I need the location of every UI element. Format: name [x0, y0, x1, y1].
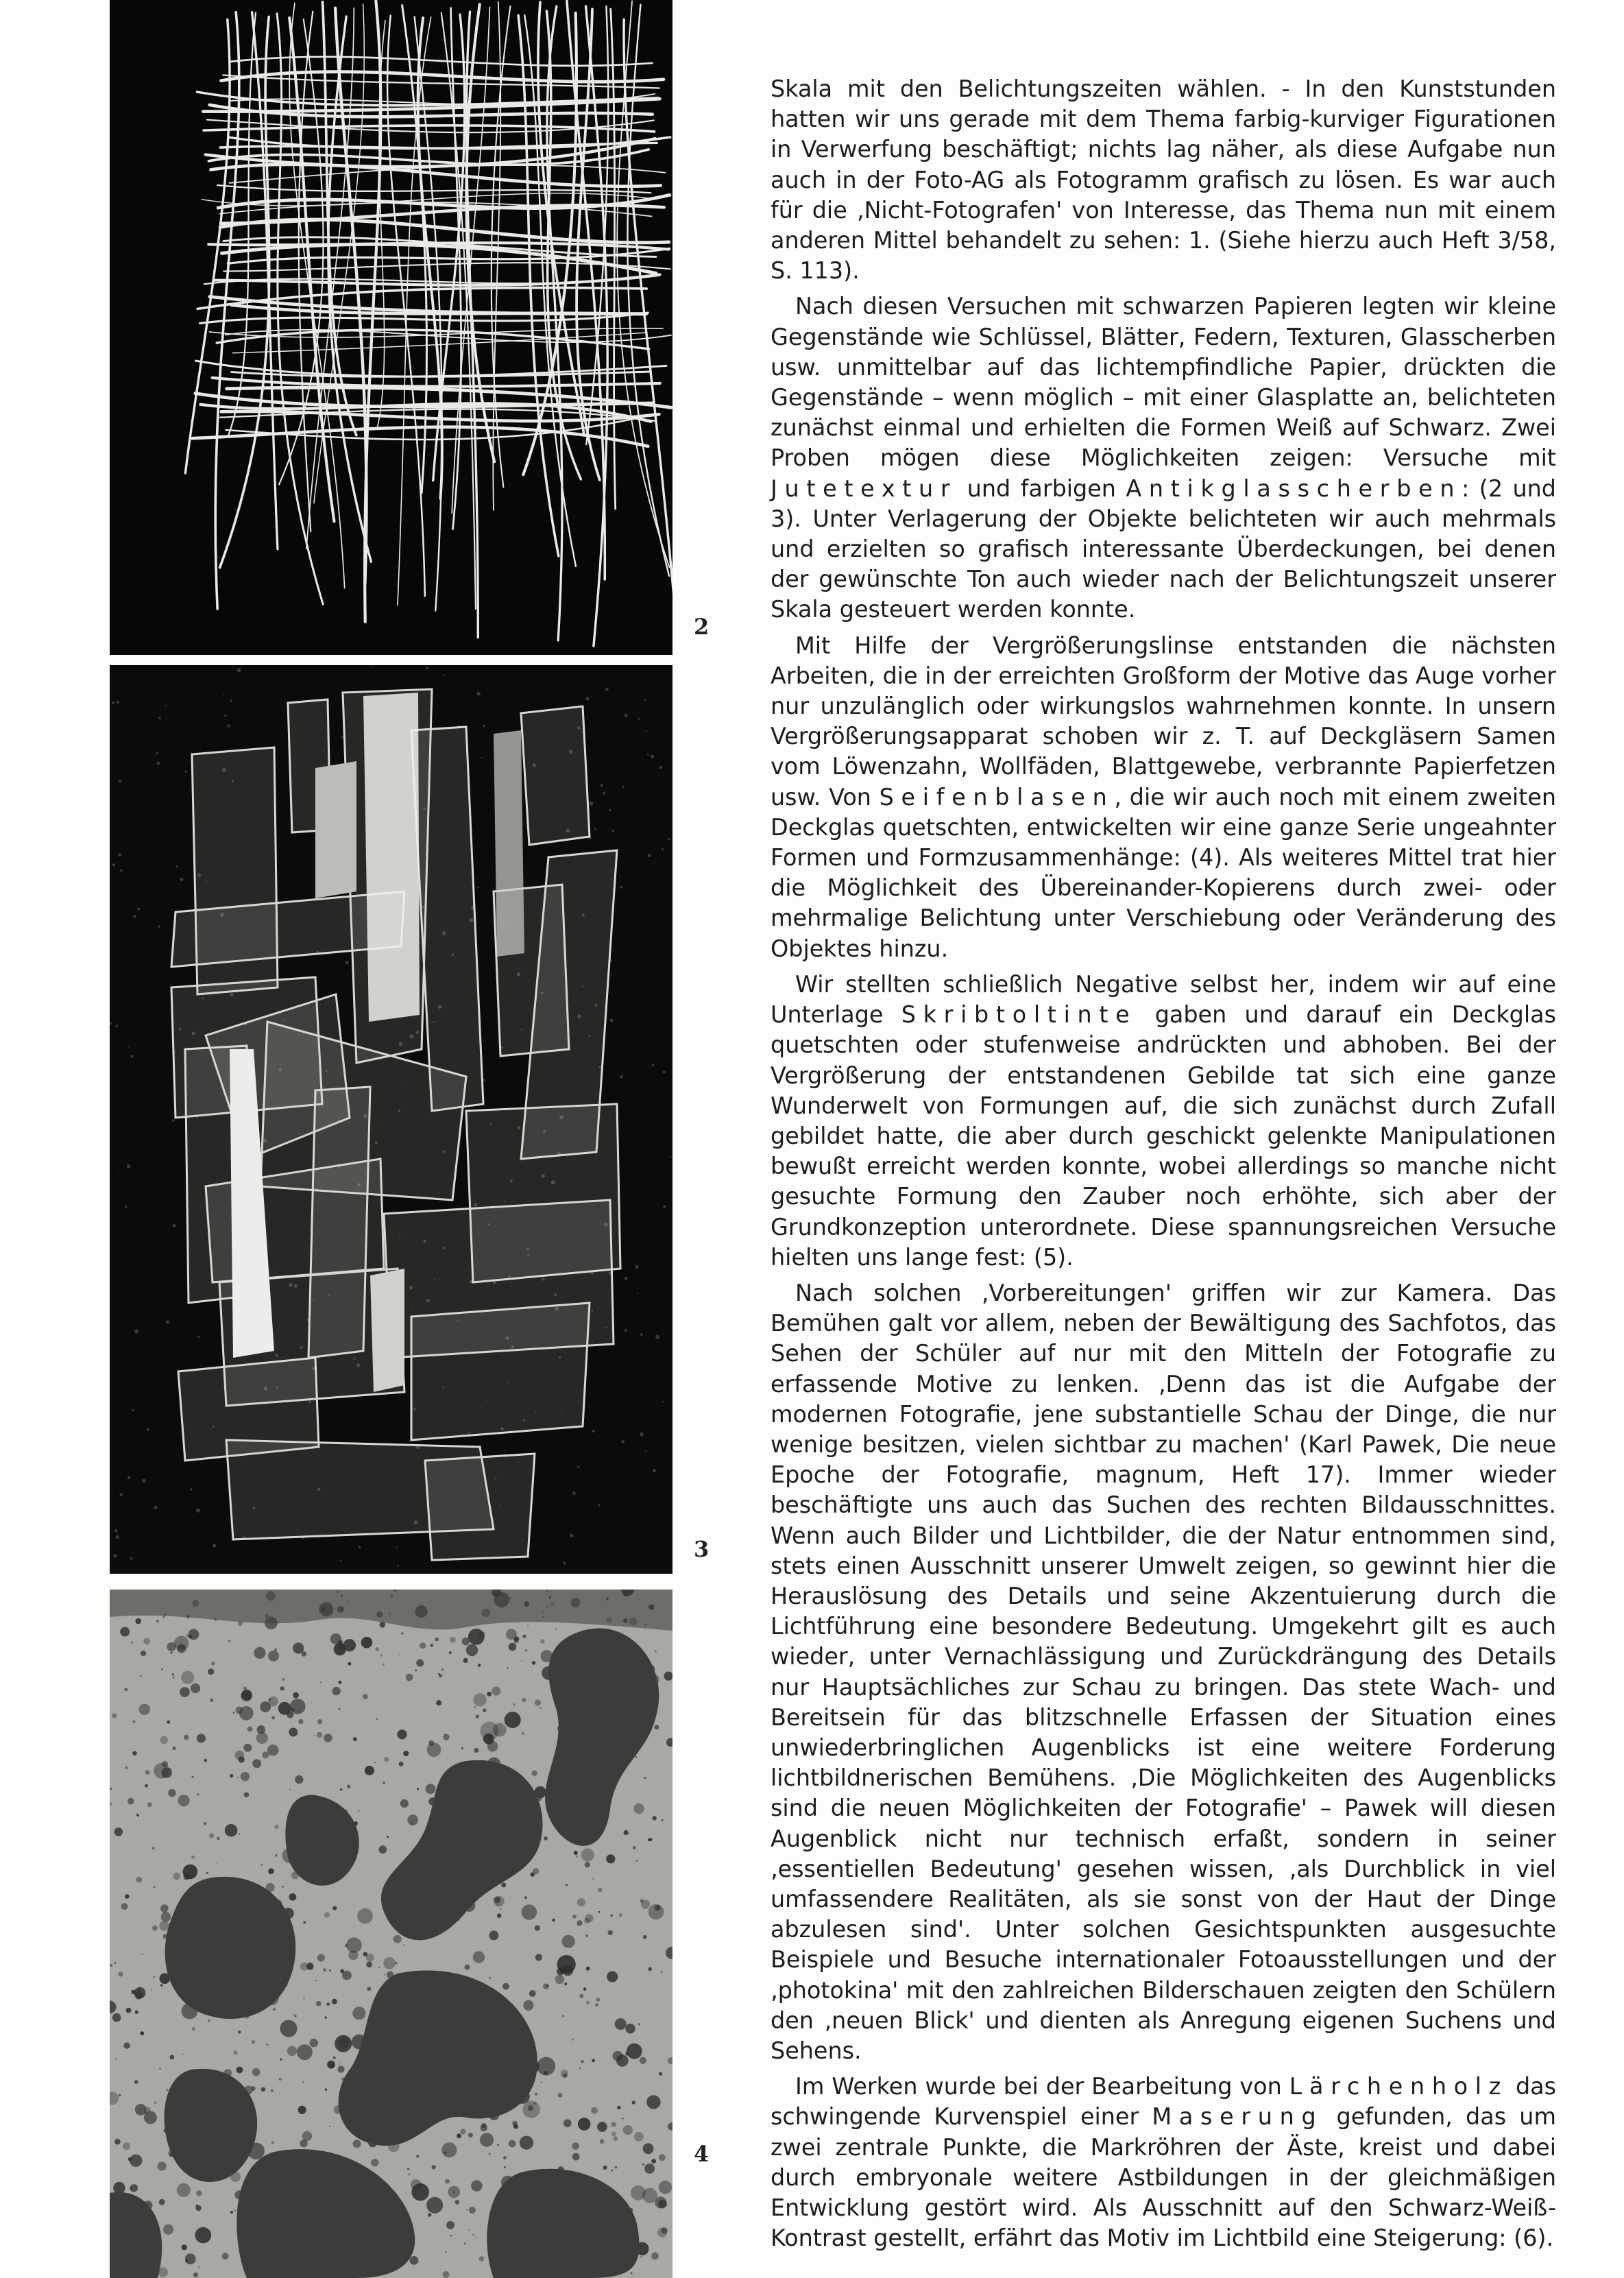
jute-photogram-image [110, 0, 672, 655]
soap-bubbles-image [110, 1590, 672, 2278]
paragraph-5-text: Nach solchen ‚Vorbereitungen' griffen wir zur Kamera. Das Bemühen galt vor allem, neben der Bewältigung des Sachfotos, das Sehen der Schüler auf nur mit den Mitteln der Fotografie zu erfassende Motive zu lenken. ‚Denn das ist die Aufgabe der modernen Fotografie, jene substantielle Schau der Dinge, die nur wenige besitzen, vielen sichtbar zu machen' (Karl Pawek, Die neue Epoche der Fotografie, magnum, Heft 17). Immer wieder beschäftigte uns auch das Suchen des rechten Bildausschnittes. Wenn auch Bilder und Lichtbilder, die der Natur entnommen sind, stets einen Ausschnitt unserer Umwelt zeigen, so gewinnt hier die Herauslösung des Details und seine Akzentuierung durch die Lichtführung eine besondere Bedeutung. Umgekehrt gilt es auch wieder, unter Vernachlässigung und Zurückdrängung des Details nur Hauptsächliches zur Schau zu bringen. Das stete Wach- und Bereitsein für das blitzschnelle Erfassen der Situation eines unwiederbringlichen Augenblicks ist eine weitere Forderung lichtbildnerischen Bemühens. ‚Die Möglichkeiten des Augenblicks sind die neuen Möglichkeiten der Fotografie' – Pawek will diesen Augenblick nicht nur technisch erfaßt, sondern in seiner ‚essentiellen Bedeutung' gesehen wissen, ‚als Durchblick in viel umfassendere Realitäten, als sie sonst von der Haut der Dinge abzulesen sind'. Unter solchen Gesichtspunkten ausgesuchte Beispiele und Besuche internationaler Fotoausstellungen und der ‚photokina' mit den zahlreichen Bilderschauen zeigten den Schülern den ‚neuen Blick' und dienten als Anregung eigenen Suchens und Sehens. [771, 1279, 1556, 2064]
article-text-column [771, 74, 1556, 2259]
spaced-term-laerchenholz: Lärchenholz [1289, 2073, 1508, 2100]
paragraph-4 [771, 970, 1556, 1273]
figure-number-3: 3 [694, 1536, 710, 1562]
photo-glass-shards [110, 665, 672, 1574]
figure-number-4: 4 [694, 2141, 710, 2167]
paragraph-1-text: Skala mit den Belichtungszeiten wählen. - In den Kunststunden hatten wir uns gerade mit dem Thema farbig-kurviger Figurationen in Verwerfung beschäftigt; nichts lag näher, als diese Aufgabe nun auch in der Foto-AG als Fotogramm grafisch zu lösen. Es war auch für die ‚Nicht-Fotografen' von Interesse, das Thema nun mit einem anderen Mittel behandelt zu sehen: 1. (Siehe hierzu auch Heft 3/58, S. 113). [771, 75, 1556, 285]
paragraph-4-text-a: Wir stellten schließlich Negative selbst her, indem wir auf eine Unterlage [771, 970, 1556, 1029]
paragraph-2-text-c: : (2 und 3). Unter Verlagerung der Objekte belichteten wir auch mehrmals und erzielten so grafisch interessante Überdeckungen, bei denen der gewünschte Ton auch wieder nach der Belichtungszeit unserer Skala gesteuert werden konnte. [771, 475, 1556, 623]
paragraph-6-text-c: gefunden, das um zwei zentrale Punkte, die Markröhren der Äste, kreist und dabei durch embryonale weitere Astbildungen in der gleichmäßigen Entwicklung gestört wird. Als Ausschnitt auf den Schwarz-Weiß-Kontrast gestellt, erfährt das Motiv im Lichtbild eine Steigerung: (6). [771, 2103, 1556, 2252]
paragraph-2-text-a: Nach diesen Versuchen mit schwarzen Papieren legten wir kleine Gegenstände wie Schlüssel, Blätter, Federn, Texturen, Glasscherben usw. unmittelbar auf das lichtempfindliche Papier, drückten die Gegenstände – wenn möglich – mit einer Glasplatte an, belichteten zunächst einmal und erhielten die Formen Weiß auf Schwarz. Zwei Proben mögen diese Möglichkeiten zeigen: Versuche mit [771, 293, 1556, 472]
paragraph-1 [771, 74, 1556, 286]
paragraph-3-text-b: , die wir auch noch mit einem zweiten Deckglas quetschten, entwickelten wir eine ganze Serie ungeahnter Formen und Formzusammenhänge: (4). Als weiteres Mittel trat hier die Möglichkeit des Übereinander-Kopierens durch zwei- oder mehrmalige Belichtung unter Verschiebung oder Veränderung des Objektes hinzu. [771, 783, 1556, 962]
photo-jute-texture [110, 0, 672, 655]
glass-shards-photogram-image [110, 665, 672, 1574]
spaced-term-seifenblasen: Seifenblasen [879, 783, 1115, 811]
paragraph-4-text-b: gaben und darauf ein Deckglas quetschten oder stufenweise andrückten und abhoben. Bei der Vergrößerung der entstandenen Gebilde tat sich eine ganze Wunderwelt von Formungen auf, die sich zunächst durch Zufall gebildet hatte, die aber durch geschickt gelenkte Manipulationen bewußt erreicht werden konnte, wobei allerdings so manche nicht gesuchte Formung den Zauber noch erhöhte, sich aber der Grundkonzeption unterordnete. Diese spannungsreichen Versuche hielten uns lange fest: (5). [771, 1001, 1556, 1271]
spaced-term-antikglasscherben: Antikglasscherben [1126, 475, 1462, 502]
spaced-term-maserung: Maserung [1152, 2103, 1324, 2131]
paragraph-6 [771, 2072, 1556, 2253]
figure-number-2: 2 [694, 614, 710, 640]
paragraph-3-text-a: Mit Hilfe der Vergrößerungslinse entstanden die nächsten Arbeiten, die in der erreichten Großform der Motive das Auge vorher nur unzulänglich oder wirkungslos wahrnehmen konnte. In unsern Vergrößerungsapparat schoben wir z. T. auf Deckgläsern Samen vom Löwenzahn, Wollfäden, Blattgewebe, verbrannte Papierfetzen usw. Von [771, 632, 1556, 811]
paragraph-2 [771, 291, 1556, 625]
paragraph-3 [771, 631, 1556, 964]
paragraph-5 [771, 1278, 1556, 2066]
photo-soap-bubbles [110, 1590, 672, 2278]
spaced-term-jutetextur: Jutetextur [771, 475, 958, 502]
paragraph-6-text-b: das schwingende Kurvenspiel einer [771, 2073, 1556, 2131]
paragraph-6-text-a: Im Werken wurde bei der Bearbeitung von [795, 2073, 1289, 2100]
spaced-term-skribtoltinte: Skribtoltinte [901, 1001, 1137, 1029]
paragraph-2-text-b: und farbigen [957, 475, 1126, 502]
